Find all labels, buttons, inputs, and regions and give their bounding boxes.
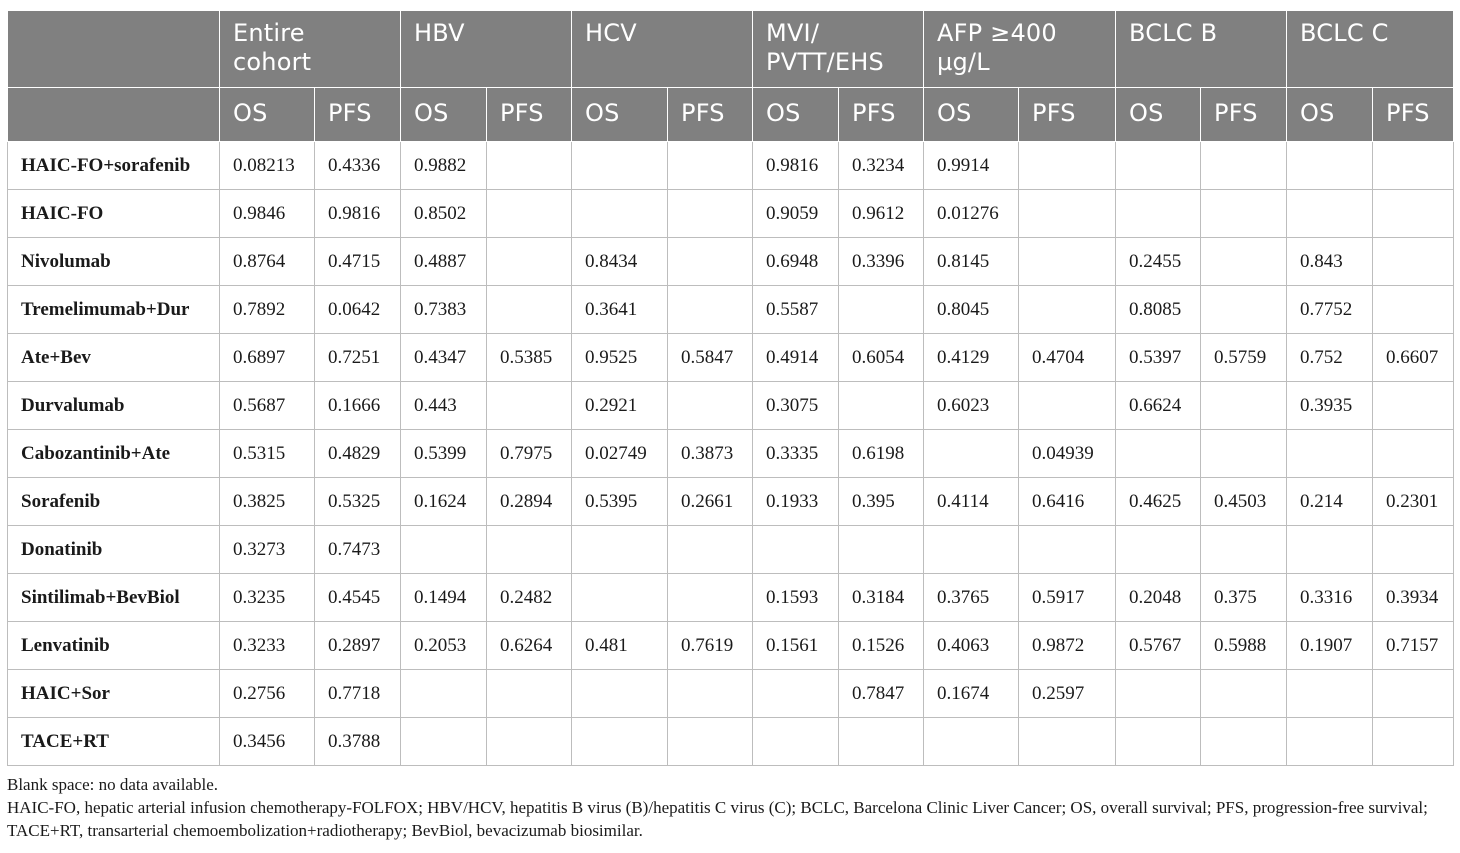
value-cell: 0.4829 xyxy=(315,430,401,478)
value-cell xyxy=(401,718,487,766)
value-cell: 0.2455 xyxy=(1116,238,1201,286)
value-cell xyxy=(1201,430,1287,478)
value-cell: 0.3335 xyxy=(753,430,839,478)
value-cell xyxy=(668,670,753,718)
value-cell: 0.9816 xyxy=(753,142,839,190)
value-cell: 0.4347 xyxy=(401,334,487,382)
value-cell: 0.3184 xyxy=(839,574,924,622)
value-cell: 0.7619 xyxy=(668,622,753,670)
value-cell: 0.8434 xyxy=(572,238,668,286)
value-cell: 0.9914 xyxy=(924,142,1019,190)
value-cell xyxy=(572,718,668,766)
table-body xyxy=(8,142,1454,766)
value-cell: 0.3934 xyxy=(1373,574,1454,622)
row-label: TACE+RT xyxy=(8,718,220,766)
value-cell xyxy=(1287,718,1373,766)
row-label: Donatinib xyxy=(8,526,220,574)
value-cell: 0.7383 xyxy=(401,286,487,334)
header-metric: OS xyxy=(753,88,839,142)
header-corner xyxy=(8,11,220,88)
value-cell: 0.9882 xyxy=(401,142,487,190)
value-cell xyxy=(1116,430,1201,478)
header-metric: OS xyxy=(220,88,315,142)
value-cell: 0.1494 xyxy=(401,574,487,622)
value-cell xyxy=(1116,718,1201,766)
value-cell xyxy=(668,526,753,574)
value-cell: 0.8085 xyxy=(1116,286,1201,334)
row-label: Lenvatinib xyxy=(8,622,220,670)
value-cell xyxy=(668,142,753,190)
value-cell: 0.3935 xyxy=(1287,382,1373,430)
value-cell: 0.395 xyxy=(839,478,924,526)
header-metric: PFS xyxy=(668,88,753,142)
table-row xyxy=(8,526,1454,574)
value-cell: 0.5395 xyxy=(572,478,668,526)
value-cell xyxy=(1019,382,1116,430)
value-cell: 0.5587 xyxy=(753,286,839,334)
value-cell: 0.843 xyxy=(1287,238,1373,286)
value-cell: 0.214 xyxy=(1287,478,1373,526)
value-cell: 0.2053 xyxy=(401,622,487,670)
value-cell: 0.7975 xyxy=(487,430,572,478)
value-cell: 0.5767 xyxy=(1116,622,1201,670)
value-cell: 0.7752 xyxy=(1287,286,1373,334)
value-cell: 0.3075 xyxy=(753,382,839,430)
value-cell xyxy=(1373,430,1454,478)
value-cell xyxy=(1116,670,1201,718)
header-metric: PFS xyxy=(1019,88,1116,142)
value-cell xyxy=(1019,142,1116,190)
table-row xyxy=(8,718,1454,766)
header-metric: PFS xyxy=(1373,88,1454,142)
table-row xyxy=(8,238,1454,286)
value-cell: 0.1593 xyxy=(753,574,839,622)
value-cell xyxy=(487,142,572,190)
value-cell xyxy=(1201,526,1287,574)
value-cell: 0.1624 xyxy=(401,478,487,526)
value-cell xyxy=(1116,142,1201,190)
value-cell xyxy=(1201,718,1287,766)
footnote-abbreviations: HAIC-FO, hepatic arterial infusion chemotherapy-FOLFOX; HBV/HCV, hepatitis B virus (B)/hepatitis C virus (C); BCLC, Barcelona Clinic Liver Cancer; OS, overall survival; PFS, progression-free survival; TACE+RT, transarterial chemoembolization+radiotherapy; BevBiol, bevacizumab biosimilar. xyxy=(7,798,1428,840)
value-cell xyxy=(1019,190,1116,238)
value-cell xyxy=(839,526,924,574)
header-metric: PFS xyxy=(487,88,572,142)
value-cell: 0.2756 xyxy=(220,670,315,718)
value-cell: 0.01276 xyxy=(924,190,1019,238)
value-cell: 0.7892 xyxy=(220,286,315,334)
value-cell: 0.0642 xyxy=(315,286,401,334)
value-cell: 0.4715 xyxy=(315,238,401,286)
value-cell: 0.5325 xyxy=(315,478,401,526)
header-group-entire-cohort: Entire cohort xyxy=(220,11,401,88)
table-row xyxy=(8,382,1454,430)
value-cell: 0.3641 xyxy=(572,286,668,334)
value-cell xyxy=(668,238,753,286)
table-row xyxy=(8,622,1454,670)
value-cell: 0.2921 xyxy=(572,382,668,430)
value-cell xyxy=(1373,670,1454,718)
value-cell: 0.2597 xyxy=(1019,670,1116,718)
value-cell: 0.4503 xyxy=(1201,478,1287,526)
row-label: Sorafenib xyxy=(8,478,220,526)
value-cell xyxy=(487,526,572,574)
row-label: Nivolumab xyxy=(8,238,220,286)
value-cell xyxy=(668,718,753,766)
value-cell: 0.5315 xyxy=(220,430,315,478)
value-cell: 0.4114 xyxy=(924,478,1019,526)
value-cell: 0.2301 xyxy=(1373,478,1454,526)
row-label: Cabozantinib+Ate xyxy=(8,430,220,478)
value-cell xyxy=(1373,382,1454,430)
value-cell: 0.5385 xyxy=(487,334,572,382)
header-metric: OS xyxy=(572,88,668,142)
value-cell xyxy=(1019,526,1116,574)
value-cell xyxy=(924,718,1019,766)
value-cell: 0.4129 xyxy=(924,334,1019,382)
value-cell xyxy=(1116,190,1201,238)
value-cell xyxy=(1373,142,1454,190)
value-cell: 0.4704 xyxy=(1019,334,1116,382)
value-cell: 0.6607 xyxy=(1373,334,1454,382)
table-row xyxy=(8,430,1454,478)
value-cell xyxy=(668,190,753,238)
value-cell: 0.6054 xyxy=(839,334,924,382)
value-cell: 0.6897 xyxy=(220,334,315,382)
value-cell: 0.3825 xyxy=(220,478,315,526)
table-footnotes xyxy=(7,773,1452,842)
header-metric: OS xyxy=(924,88,1019,142)
row-label: HAIC-FO+sorafenib xyxy=(8,142,220,190)
footnote-blank-space: Blank space: no data available. xyxy=(7,775,218,794)
value-cell xyxy=(1201,286,1287,334)
value-cell: 0.5687 xyxy=(220,382,315,430)
value-cell: 0.9612 xyxy=(839,190,924,238)
value-cell xyxy=(668,382,753,430)
value-cell xyxy=(1019,718,1116,766)
header-group-hcv: HCV xyxy=(572,11,753,88)
value-cell: 0.7718 xyxy=(315,670,401,718)
header-row-metrics xyxy=(8,88,1454,142)
value-cell xyxy=(1287,670,1373,718)
header-row-groups xyxy=(8,11,1454,88)
value-cell: 0.1526 xyxy=(839,622,924,670)
header-group-bclc-c: BCLC C xyxy=(1287,11,1454,88)
value-cell xyxy=(487,382,572,430)
value-cell xyxy=(487,190,572,238)
value-cell: 0.5988 xyxy=(1201,622,1287,670)
header-group-bclc-b: BCLC B xyxy=(1116,11,1287,88)
value-cell xyxy=(1373,526,1454,574)
value-cell: 0.2894 xyxy=(487,478,572,526)
header-metric: PFS xyxy=(839,88,924,142)
value-cell: 0.9525 xyxy=(572,334,668,382)
value-cell: 0.443 xyxy=(401,382,487,430)
value-cell: 0.08213 xyxy=(220,142,315,190)
value-cell: 0.8145 xyxy=(924,238,1019,286)
value-cell: 0.4625 xyxy=(1116,478,1201,526)
value-cell: 0.8764 xyxy=(220,238,315,286)
value-cell: 0.6948 xyxy=(753,238,839,286)
value-cell: 0.481 xyxy=(572,622,668,670)
value-cell: 0.02749 xyxy=(572,430,668,478)
header-metric: OS xyxy=(401,88,487,142)
value-cell xyxy=(1287,430,1373,478)
value-cell: 0.9059 xyxy=(753,190,839,238)
value-cell xyxy=(1201,238,1287,286)
value-cell: 0.4545 xyxy=(315,574,401,622)
row-label: Sintilimab+BevBiol xyxy=(8,574,220,622)
header-group-hbv: HBV xyxy=(401,11,572,88)
value-cell: 0.7157 xyxy=(1373,622,1454,670)
value-cell: 0.3233 xyxy=(220,622,315,670)
value-cell: 0.7847 xyxy=(839,670,924,718)
value-cell: 0.1674 xyxy=(924,670,1019,718)
value-cell: 0.1907 xyxy=(1287,622,1373,670)
value-cell: 0.2482 xyxy=(487,574,572,622)
value-cell: 0.4336 xyxy=(315,142,401,190)
value-cell: 0.1933 xyxy=(753,478,839,526)
value-cell: 0.4887 xyxy=(401,238,487,286)
value-cell: 0.3316 xyxy=(1287,574,1373,622)
value-cell xyxy=(401,670,487,718)
table-row xyxy=(8,670,1454,718)
value-cell xyxy=(572,574,668,622)
header-group-mvi: MVI/ PVTT/EHS xyxy=(753,11,924,88)
value-cell xyxy=(1201,382,1287,430)
value-cell: 0.375 xyxy=(1201,574,1287,622)
value-cell: 0.5847 xyxy=(668,334,753,382)
value-cell xyxy=(924,430,1019,478)
value-cell: 0.752 xyxy=(1287,334,1373,382)
header-metric: PFS xyxy=(315,88,401,142)
value-cell xyxy=(753,718,839,766)
value-cell: 0.3873 xyxy=(668,430,753,478)
value-cell: 0.4063 xyxy=(924,622,1019,670)
value-cell xyxy=(1287,526,1373,574)
value-cell xyxy=(1287,190,1373,238)
value-cell: 0.2897 xyxy=(315,622,401,670)
value-cell xyxy=(572,526,668,574)
value-cell: 0.9872 xyxy=(1019,622,1116,670)
value-cell xyxy=(487,718,572,766)
value-cell xyxy=(924,526,1019,574)
value-cell xyxy=(839,382,924,430)
value-cell xyxy=(1287,142,1373,190)
value-cell: 0.3788 xyxy=(315,718,401,766)
value-cell: 0.1666 xyxy=(315,382,401,430)
value-cell xyxy=(668,574,753,622)
value-cell: 0.7473 xyxy=(315,526,401,574)
header-metric: OS xyxy=(1287,88,1373,142)
value-cell: 0.6624 xyxy=(1116,382,1201,430)
table-container xyxy=(7,10,1452,842)
value-cell: 0.5759 xyxy=(1201,334,1287,382)
value-cell xyxy=(572,142,668,190)
table-row xyxy=(8,190,1454,238)
table-row xyxy=(8,286,1454,334)
value-cell xyxy=(1373,718,1454,766)
value-cell xyxy=(1373,238,1454,286)
value-cell: 0.5917 xyxy=(1019,574,1116,622)
value-cell: 0.04939 xyxy=(1019,430,1116,478)
row-label: Durvalumab xyxy=(8,382,220,430)
row-label: Tremelimumab+Dur xyxy=(8,286,220,334)
value-cell: 0.7251 xyxy=(315,334,401,382)
value-cell: 0.6264 xyxy=(487,622,572,670)
row-label: HAIC+Sor xyxy=(8,670,220,718)
header-metric: PFS xyxy=(1201,88,1287,142)
table-row xyxy=(8,574,1454,622)
table-row xyxy=(8,334,1454,382)
value-cell: 0.6023 xyxy=(924,382,1019,430)
value-cell xyxy=(839,286,924,334)
value-cell xyxy=(1373,286,1454,334)
value-cell xyxy=(753,526,839,574)
value-cell: 0.9846 xyxy=(220,190,315,238)
value-cell xyxy=(1201,670,1287,718)
value-cell xyxy=(487,670,572,718)
value-cell: 0.3234 xyxy=(839,142,924,190)
value-cell xyxy=(668,286,753,334)
value-cell: 0.8045 xyxy=(924,286,1019,334)
value-cell xyxy=(1201,190,1287,238)
value-cell xyxy=(1373,190,1454,238)
value-cell xyxy=(839,718,924,766)
value-cell: 0.6198 xyxy=(839,430,924,478)
value-cell: 0.3765 xyxy=(924,574,1019,622)
value-cell: 0.2661 xyxy=(668,478,753,526)
value-cell xyxy=(487,286,572,334)
results-table xyxy=(7,10,1454,766)
value-cell xyxy=(1019,286,1116,334)
value-cell xyxy=(1116,526,1201,574)
value-cell xyxy=(572,190,668,238)
value-cell: 0.6416 xyxy=(1019,478,1116,526)
value-cell: 0.9816 xyxy=(315,190,401,238)
value-cell: 0.2048 xyxy=(1116,574,1201,622)
row-label: Ate+Bev xyxy=(8,334,220,382)
table-row xyxy=(8,142,1454,190)
header-metric-corner xyxy=(8,88,220,142)
header-group-afp: AFP ≥400 µg/L xyxy=(924,11,1116,88)
value-cell: 0.3456 xyxy=(220,718,315,766)
value-cell: 0.3396 xyxy=(839,238,924,286)
table-row xyxy=(8,478,1454,526)
value-cell: 0.3273 xyxy=(220,526,315,574)
value-cell: 0.5399 xyxy=(401,430,487,478)
value-cell: 0.5397 xyxy=(1116,334,1201,382)
value-cell: 0.8502 xyxy=(401,190,487,238)
header-metric: OS xyxy=(1116,88,1201,142)
value-cell xyxy=(572,670,668,718)
value-cell xyxy=(487,238,572,286)
row-label: HAIC-FO xyxy=(8,190,220,238)
value-cell xyxy=(753,670,839,718)
value-cell xyxy=(401,526,487,574)
value-cell: 0.3235 xyxy=(220,574,315,622)
value-cell: 0.1561 xyxy=(753,622,839,670)
value-cell: 0.4914 xyxy=(753,334,839,382)
value-cell xyxy=(1019,238,1116,286)
value-cell xyxy=(1201,142,1287,190)
